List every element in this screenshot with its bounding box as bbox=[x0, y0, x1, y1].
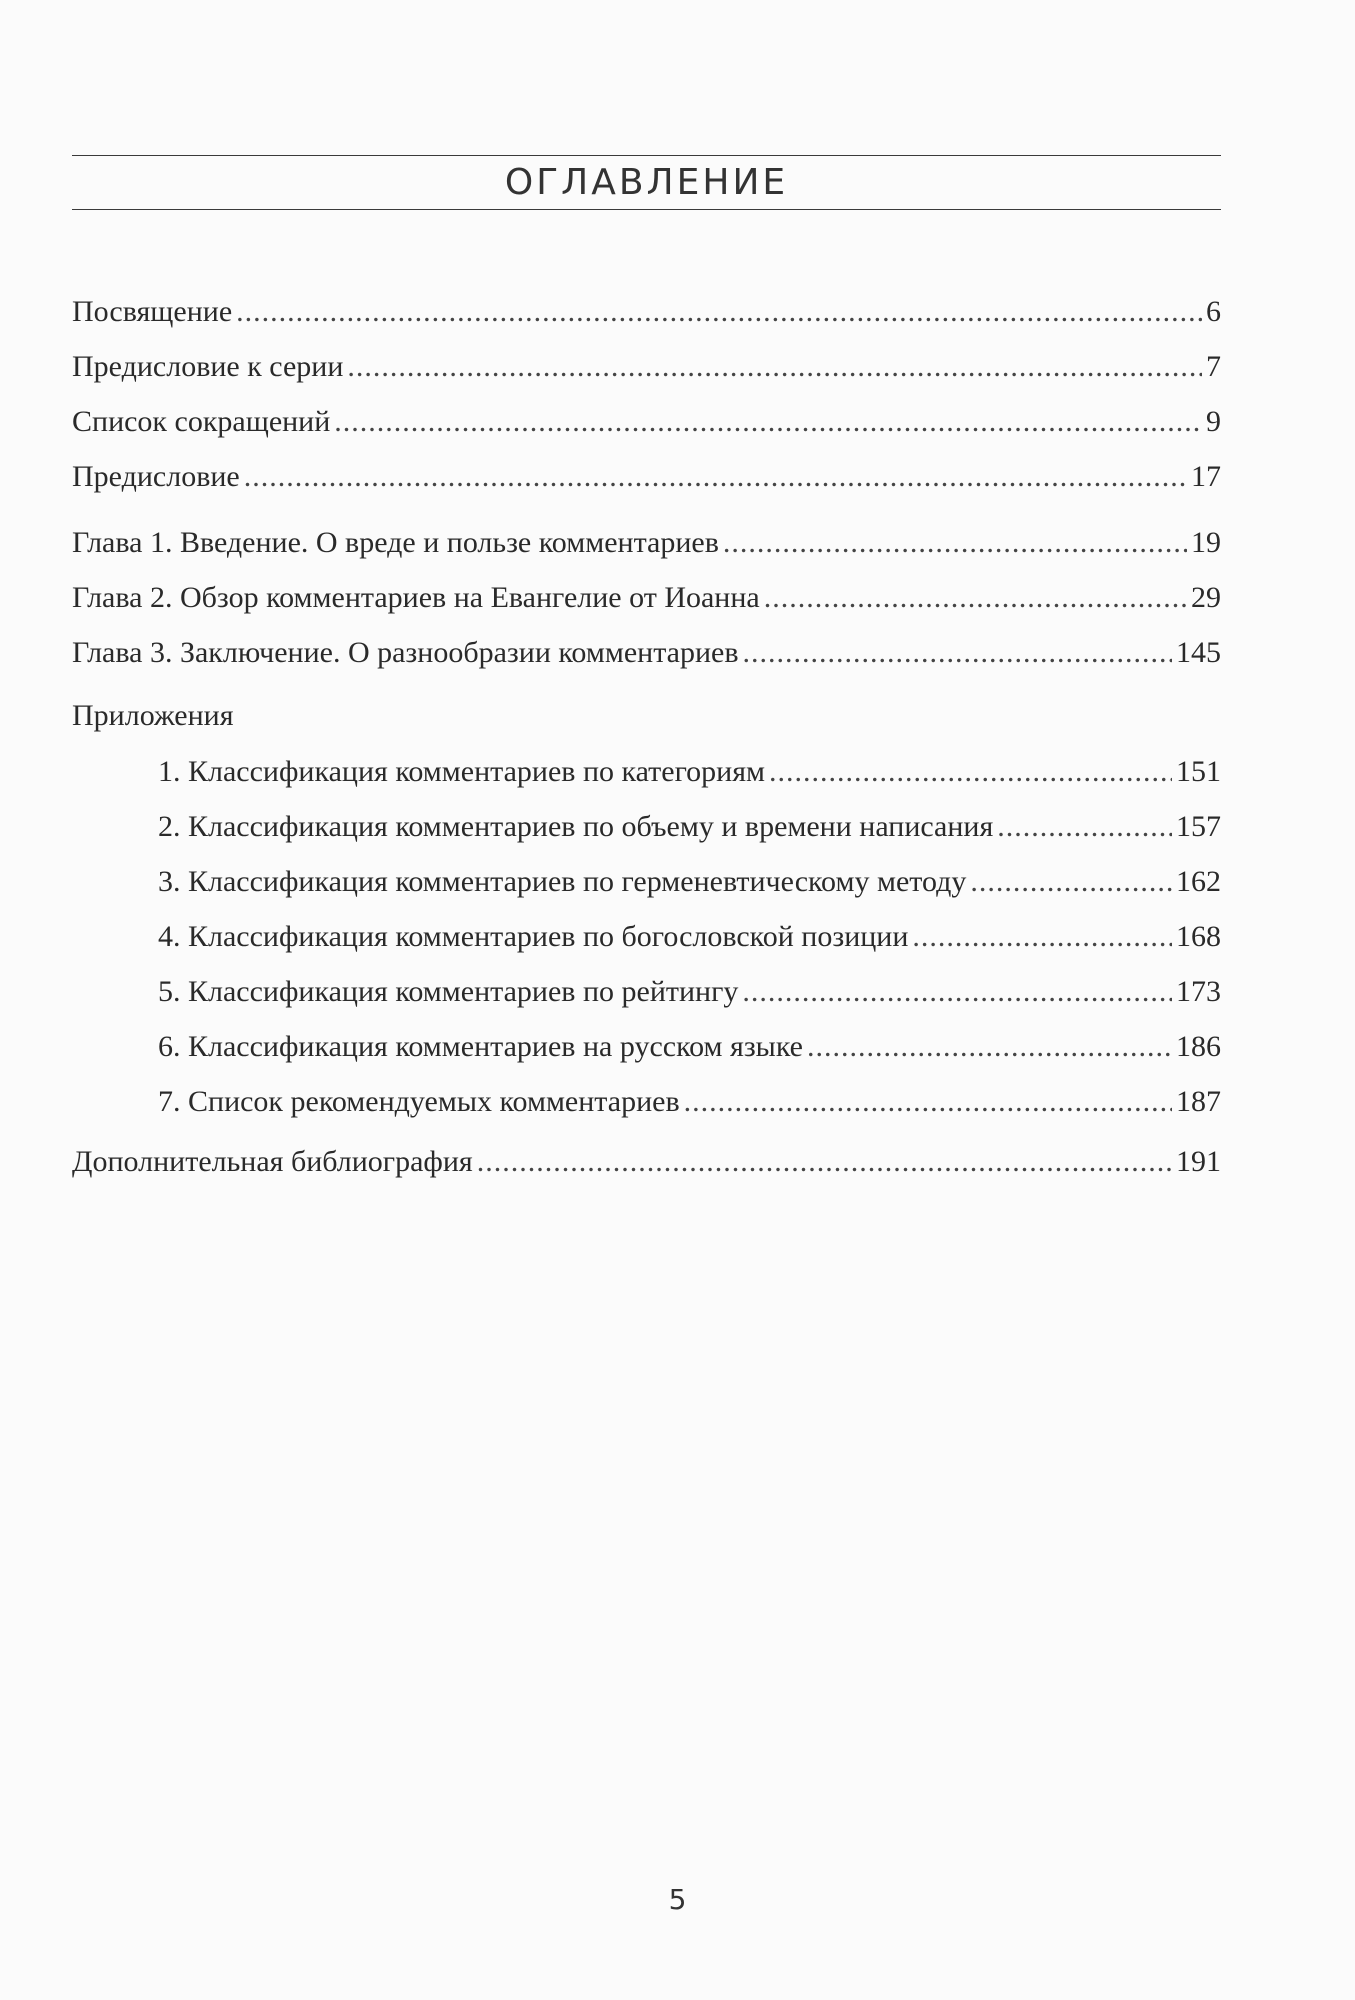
toc-entry-page: 6 bbox=[1206, 295, 1221, 328]
toc-entry[interactable] bbox=[72, 402, 1221, 442]
toc-entry[interactable] bbox=[72, 633, 1221, 673]
appendix-heading: Приложения bbox=[72, 699, 234, 732]
toc-entry-page: 187 bbox=[1176, 1085, 1221, 1118]
toc-entry-page: 9 bbox=[1206, 405, 1221, 438]
dot-leader bbox=[743, 633, 1172, 673]
toc-entry-page: 157 bbox=[1176, 810, 1221, 843]
toc-entry-page: 191 bbox=[1176, 1145, 1221, 1178]
appendix-entry[interactable] bbox=[158, 1027, 1221, 1067]
toc-entry-page: 151 bbox=[1176, 755, 1221, 788]
title-rule-top bbox=[72, 155, 1221, 156]
dot-leader bbox=[912, 917, 1172, 957]
toc-entry-label: Глава 2. Обзор комментариев на Евангелие от Иоанна bbox=[72, 581, 760, 614]
dot-leader bbox=[684, 1082, 1172, 1122]
dot-leader bbox=[236, 292, 1202, 332]
toc-entry-label: Глава 1. Введение. О вреде и пользе комментариев bbox=[72, 526, 719, 559]
toc-entry-label: 6. Классификация комментариев на русском языке bbox=[158, 1030, 803, 1063]
appendix-entry[interactable] bbox=[158, 972, 1221, 1012]
appendix-entry[interactable] bbox=[158, 752, 1221, 792]
dot-leader bbox=[244, 457, 1187, 497]
toc-entry-label: Дополнительная библиография bbox=[72, 1145, 473, 1178]
dot-leader bbox=[764, 578, 1187, 618]
page-title: ОГЛАВЛЕНИЕ bbox=[504, 162, 789, 203]
toc-entry-label: Список сокращений bbox=[72, 405, 331, 438]
dot-leader bbox=[477, 1142, 1172, 1182]
toc-entry-page: 145 bbox=[1176, 636, 1221, 669]
toc-entry[interactable] bbox=[72, 523, 1221, 563]
toc-entry-label: 5. Классификация комментариев по рейтингу bbox=[158, 975, 739, 1008]
dot-leader bbox=[997, 807, 1172, 847]
toc-entry-label: 4. Классификация комментариев по богословской позиции bbox=[158, 920, 909, 953]
toc-entry-page: 168 bbox=[1176, 920, 1221, 953]
dot-leader bbox=[334, 402, 1202, 442]
toc-entry[interactable] bbox=[72, 457, 1221, 497]
toc-entry-bibliography[interactable] bbox=[72, 1142, 1221, 1182]
toc-entry-page: 162 bbox=[1176, 865, 1221, 898]
toc-entry-label: Глава 3. Заключение. О разнообразии комментариев bbox=[72, 636, 739, 669]
toc-entry-label: Посвящение bbox=[72, 295, 233, 328]
toc-entry[interactable] bbox=[72, 578, 1221, 618]
toc-entry-page: 173 bbox=[1176, 975, 1221, 1008]
appendix-entry[interactable] bbox=[158, 1082, 1221, 1122]
toc-entry[interactable] bbox=[72, 347, 1221, 387]
appendix-entry[interactable] bbox=[158, 862, 1221, 902]
toc-entry-page: 19 bbox=[1191, 526, 1221, 559]
toc-entry[interactable] bbox=[72, 292, 1221, 332]
toc-entry-label: Предисловие bbox=[72, 460, 240, 493]
toc-entry-page: 7 bbox=[1206, 350, 1221, 383]
dot-leader bbox=[807, 1027, 1172, 1067]
toc-entry-label: 7. Список рекомендуемых комментариев bbox=[158, 1085, 680, 1118]
toc-entry-label: 1. Классификация комментариев по категориям bbox=[158, 755, 766, 788]
appendix-entry[interactable] bbox=[158, 807, 1221, 847]
dot-leader bbox=[769, 752, 1172, 792]
toc-entry-page: 29 bbox=[1191, 581, 1221, 614]
toc-entry-page: 17 bbox=[1191, 460, 1221, 493]
appendix-entry[interactable] bbox=[158, 917, 1221, 957]
dot-leader bbox=[742, 972, 1172, 1012]
toc-entry-label: 2. Классификация комментариев по объему и времени написания bbox=[158, 810, 994, 843]
page-number: 5 bbox=[668, 1883, 687, 1916]
dot-leader bbox=[347, 347, 1202, 387]
toc-entry-label: 3. Классификация комментариев по герменевтическому методу bbox=[158, 865, 967, 898]
dot-leader bbox=[970, 862, 1172, 902]
dot-leader bbox=[723, 523, 1187, 563]
title-rule-bottom bbox=[72, 209, 1221, 210]
toc-entry-page: 186 bbox=[1176, 1030, 1221, 1063]
toc-entry-label: Предисловие к серии bbox=[72, 350, 344, 383]
